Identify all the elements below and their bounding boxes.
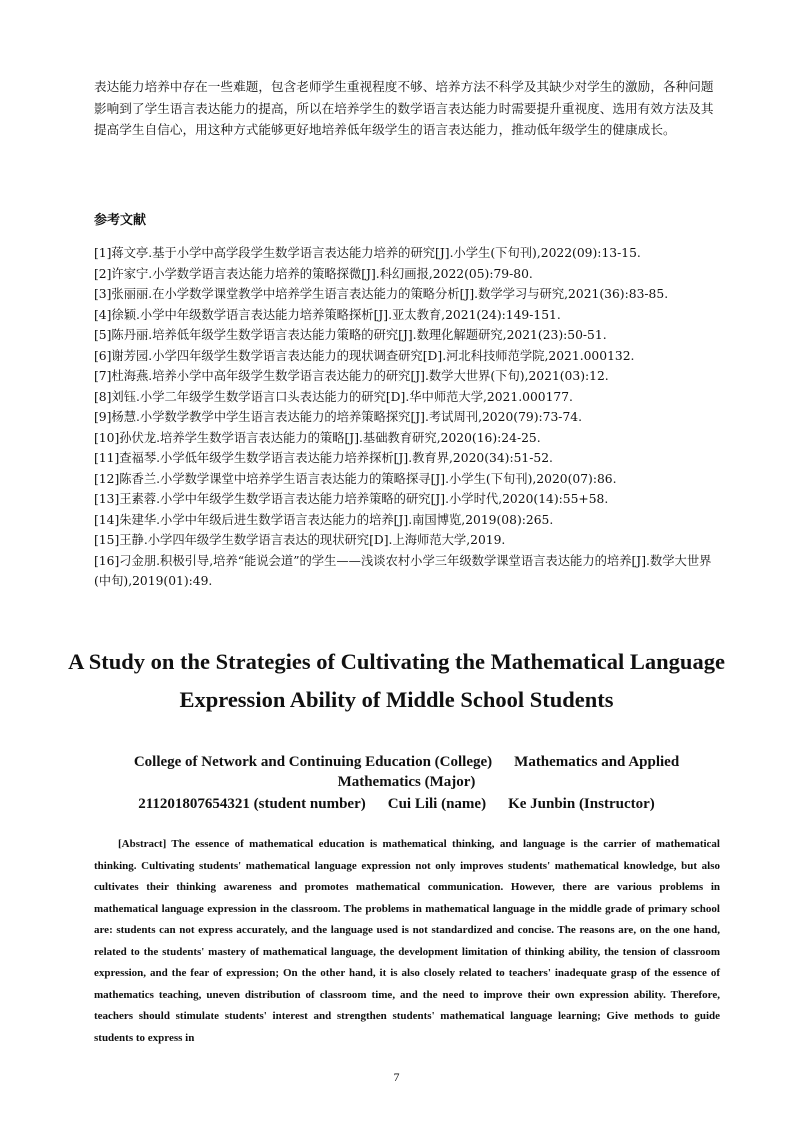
- reference-item: [15]王静.小学四年级学生数学语言表达的现状研究[D].上海师范大学,2019.: [94, 533, 506, 547]
- affiliation: [100, 752, 713, 792]
- abstract-paragraph: [Abstract] The essence of mathematical education is mathematical thinking, and language is the carrier of mathematical thinking. Cultivating students' mathematical language expression not only improves students' mathematical knowledge, but also cultivates their thinking awareness and promotes mathematical communication. However, there are various problems in mathematical language expression in the classroom. The problems in mathematical language in the middle grade of primary school are: students can not express accurately, and the language used is not standardized and concise. The reasons are, on the one hand, related to the students' mastery of mathematical language, the development limitation of thinking ability, the tension of classroom expression, and the fear of expression; On the other hand, it is also closely related to teachers' inadequate grasp of the essence of mathematics teaching, uneven distribution of classroom time, and the need to improve their own expression ability. Therefore, teachers should stimulate students' interest and strengthen students' mathematical language learning; Give methods to guide students to express in: [94, 838, 720, 1044]
- reference-item: [6]谢芳园.小学四年级学生数学语言表达能力的现状调查研究[D].河北科技师范学院,2021.000132.: [94, 348, 635, 363]
- reference-item: [16]刁金朋.积极引导,培养“能说会道”的学生——浅谈农村小学三年级数学课堂语言表达能力的培养[J].数学大世界(中旬),2019(01):49.: [94, 553, 712, 588]
- intro-paragraph: 表达能力培养中存在一些难题，包含老师学生重视程度不够、培养方法不科学及其缺少对学生的激励，各种问题影响到了学生语言表达能力的提高，所以在培养学生的数学语言表达能力时需要提升重视度、选用有效方法及其提高学生自信心，用这种方式能够更好地培养低年级学生的语言表达能力，推动低年级学生的健康成长。: [94, 79, 714, 138]
- page-number: 7: [393, 1070, 400, 1084]
- reference-item: [3]张丽丽.在小学数学课堂教学中培养学生语言表达能力的策略分析[J].数学学习与研究,2021(36):83-85.: [94, 287, 669, 301]
- reference-item: [4]徐颖.小学中年级数学语言表达能力培养策略探析[J].亚太教育,2021(24):149-151.: [94, 307, 561, 322]
- reference-item: [11]查福琴.小学低年级学生数学语言表达能力培养探析[J].教育界,2020(34):51-52.: [94, 451, 553, 465]
- student-name: Cui Lili (name): [387, 796, 487, 812]
- reference-item: [1]蒋文亭.基于小学中高学段学生数学语言表达能力培养的研究[J].小学生(下旬刊),2022(09):13-15.: [94, 246, 641, 260]
- affiliation-college: College of Network and Continuing Education (College): [133, 754, 493, 770]
- reference-item: [13]王素蓉.小学中年级学生数学语言表达能力培养策略的研究[J].小学时代,2020(14):55+58.: [94, 492, 609, 506]
- reference-item: [2]许家宁.小学数学语言表达能力培养的策略探微[J].科幻画报,2022(05):79-80.: [94, 266, 533, 281]
- reference-item: [9]杨慧.小学数学教学中学生语言表达能力的培养策略探究[J].考试周刊,2020(79):73-74.: [94, 410, 583, 424]
- author-identifiers: [60, 794, 733, 814]
- references-heading: 参考文献: [94, 213, 147, 228]
- english-title: A Study on the Strategies of Cultivating the Mathematical Language Expression Ability of Middle School Students: [68, 649, 725, 712]
- reference-item: [12]陈香兰.小学数学课堂中培养学生语言表达能力的策略探寻[J].小学生(下旬刊),2020(07):86.: [94, 471, 617, 486]
- reference-item: [7]杜海燕.培养小学中高年级学生数学语言表达能力的研究[J].数学大世界(下旬),2021(03):12.: [94, 369, 609, 383]
- student-number: 211201807654321 (student number): [138, 796, 366, 812]
- instructor-name: Ke Junbin (Instructor): [508, 796, 655, 812]
- reference-item: [14]朱建华.小学中年级后进生数学语言表达能力的培养[J].南国博览,2019(08):265.: [94, 512, 554, 527]
- reference-item: [5]陈丹丽.培养低年级学生数学语言表达能力策略的研究[J].数理化解题研究,2021(23):50-51.: [94, 328, 607, 342]
- reference-item: [10]孙伏龙.培养学生数学语言表达能力的策略[J].基础教育研究,2020(16):24-25.: [94, 430, 541, 445]
- reference-item: [8]刘钰.小学二年级学生数学语言口头表达能力的研究[D].华中师范大学,2021.000177.: [94, 389, 573, 404]
- references-list: [94, 243, 726, 592]
- affiliation-major: Mathematics and Applied Mathematics (Major): [337, 754, 680, 790]
